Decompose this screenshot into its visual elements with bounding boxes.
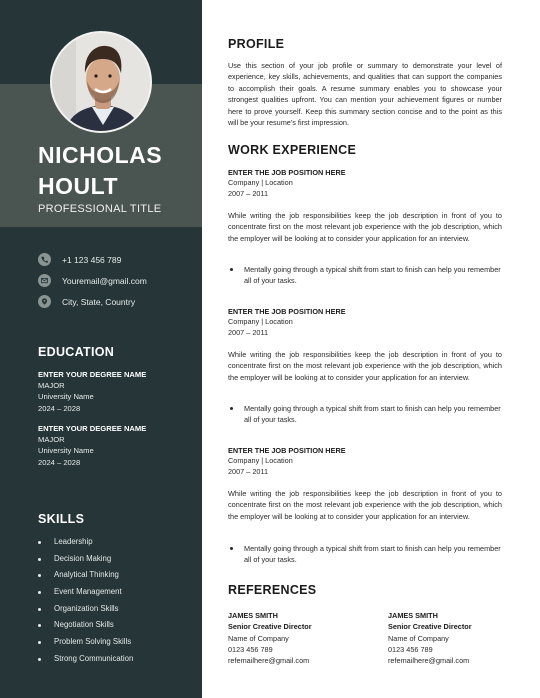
job-bullet-text: Mentally going through a typical shift from start to finish can help you remember all of your tasks. <box>244 544 501 565</box>
university-name: University Name <box>38 446 94 456</box>
degree-major: MAJOR <box>38 435 65 445</box>
skills-list <box>38 534 133 668</box>
job-years: 2007 – 2011 <box>228 188 269 198</box>
skill-label: Event Management <box>54 587 122 597</box>
reference-name: JAMES SMITH <box>388 611 438 620</box>
degree-major: MAJOR <box>38 381 65 391</box>
skill-item <box>38 551 133 568</box>
skill-label: Leadership <box>54 537 93 546</box>
job-company: Company | Location <box>228 456 293 465</box>
reference-card <box>388 610 472 666</box>
job-title: ENTER THE JOB POSITION HERE <box>228 168 346 177</box>
skill-item <box>38 617 133 634</box>
degree-name: ENTER YOUR DEGREE NAME <box>38 370 147 379</box>
bullet-dot <box>38 574 41 577</box>
reference-role: Senior Creative Director <box>228 622 312 632</box>
education-years: 2024 – 2028 <box>38 457 81 467</box>
reference-email: refemailhere@gmail.com <box>388 656 470 666</box>
reference-company: Name of Company <box>228 633 289 643</box>
job-years: 2007 – 2011 <box>228 466 269 476</box>
email-icon <box>38 274 51 287</box>
skill-item <box>38 651 133 668</box>
location-text: City, State, Country <box>62 296 136 307</box>
contact-location <box>38 291 147 312</box>
bullet-dot <box>230 268 233 271</box>
job-description: While writing the job responsibilities keep the job description in front of you to concentrate first on the most relevant job experience with the job description, which the employer will be looking at to consider your application for an interview. <box>228 211 502 243</box>
skill-item <box>38 567 133 584</box>
email-text: Youremail@gmail.com <box>62 275 147 286</box>
job-years: 2007 – 2011 <box>228 327 269 337</box>
skill-label: Analytical Thinking <box>54 570 119 580</box>
skill-item <box>38 584 133 601</box>
job-meta <box>228 317 293 338</box>
bullet-dot <box>38 658 41 661</box>
bullet-dot <box>38 541 41 544</box>
degree-name: ENTER YOUR DEGREE NAME <box>38 424 147 433</box>
skill-label: Strong Communication <box>54 653 134 663</box>
skill-label: Decision Making <box>54 553 112 563</box>
job-bullet <box>230 403 502 426</box>
profile-photo <box>50 31 152 133</box>
bullet-dot <box>230 407 233 410</box>
bullet-dot <box>38 624 41 627</box>
university-name: University Name <box>38 392 94 402</box>
name-line-first: NICHOLAS <box>38 142 163 168</box>
professional-title: PROFESSIONAL TITLE <box>38 203 162 215</box>
reference-email: refemailhere@gmail.com <box>228 656 310 666</box>
bullet-dot <box>38 608 41 611</box>
work-experience-heading: WORK EXPERIENCE <box>228 143 357 157</box>
education-years: 2024 – 2028 <box>38 403 81 413</box>
job-bullet-text: Mentally going through a typical shift from start to finish can help you remember all of your tasks. <box>244 404 501 425</box>
contact-phone <box>38 249 147 270</box>
location-pin-icon <box>38 295 51 308</box>
job-title: ENTER THE JOB POSITION HERE <box>228 307 346 316</box>
skill-label: Negotiation Skills <box>54 620 114 630</box>
skills-heading: SKILLS <box>38 512 85 526</box>
skill-label: Organization Skills <box>54 603 119 613</box>
contact-email <box>38 270 147 291</box>
candidate-name <box>38 140 162 202</box>
skill-label: Problem Solving Skills <box>54 637 132 647</box>
reference-phone: 0123 456 789 <box>228 644 273 654</box>
reference-card <box>228 610 312 666</box>
bullet-dot <box>38 591 41 594</box>
skill-item <box>38 601 133 618</box>
reference-role: Senior Creative Director <box>388 622 472 632</box>
reference-name: JAMES SMITH <box>228 611 278 620</box>
reference-company: Name of Company <box>388 633 449 643</box>
education-item <box>38 423 146 468</box>
job-bullet <box>230 264 502 287</box>
job-meta <box>228 178 293 199</box>
name-line-last: HOULT <box>38 173 119 199</box>
reference-phone: 0123 456 789 <box>388 644 433 654</box>
references-heading: REFERENCES <box>228 583 317 597</box>
job-bullet-text: Mentally going through a typical shift from start to finish can help you remember all of your tasks. <box>244 265 501 286</box>
contact-list <box>38 249 147 312</box>
phone-icon <box>38 253 51 266</box>
skill-item <box>38 634 133 651</box>
job-bullet <box>230 543 502 566</box>
bullet-dot <box>230 547 233 550</box>
education-heading: EDUCATION <box>38 345 115 359</box>
job-description: While writing the job responsibilities keep the job description in front of you to concentrate first on the most relevant job experience with the job description, which the employer will be looking at to consider your application for an interview. <box>228 350 502 382</box>
education-item <box>38 369 146 414</box>
job-company: Company | Location <box>228 317 293 326</box>
phone-text: +1 123 456 789 <box>62 254 122 265</box>
bullet-dot <box>38 641 41 644</box>
job-description: While writing the job responsibilities keep the job description in front of you to concentrate first on the most relevant job experience with the job description, which the employer will be looking at to consider your application for an interview. <box>228 489 502 521</box>
profile-heading: PROFILE <box>228 37 285 51</box>
profile-summary: Use this section of your job profile or summary to demonstrate your level of experience, key skills, achievements, and qualities that can support the companies to accomplish their goals. A resume summary enables you to showcase your strongest qualities upfront. You can mention your achievement figures or number here to prove yourself. Keep this summary section concise and to the point as this will be your resume's first impression. <box>228 61 502 128</box>
job-title: ENTER THE JOB POSITION HERE <box>228 446 346 455</box>
skill-item <box>38 534 133 551</box>
job-company: Company | Location <box>228 178 293 187</box>
bullet-dot <box>38 558 41 561</box>
job-meta <box>228 456 293 477</box>
